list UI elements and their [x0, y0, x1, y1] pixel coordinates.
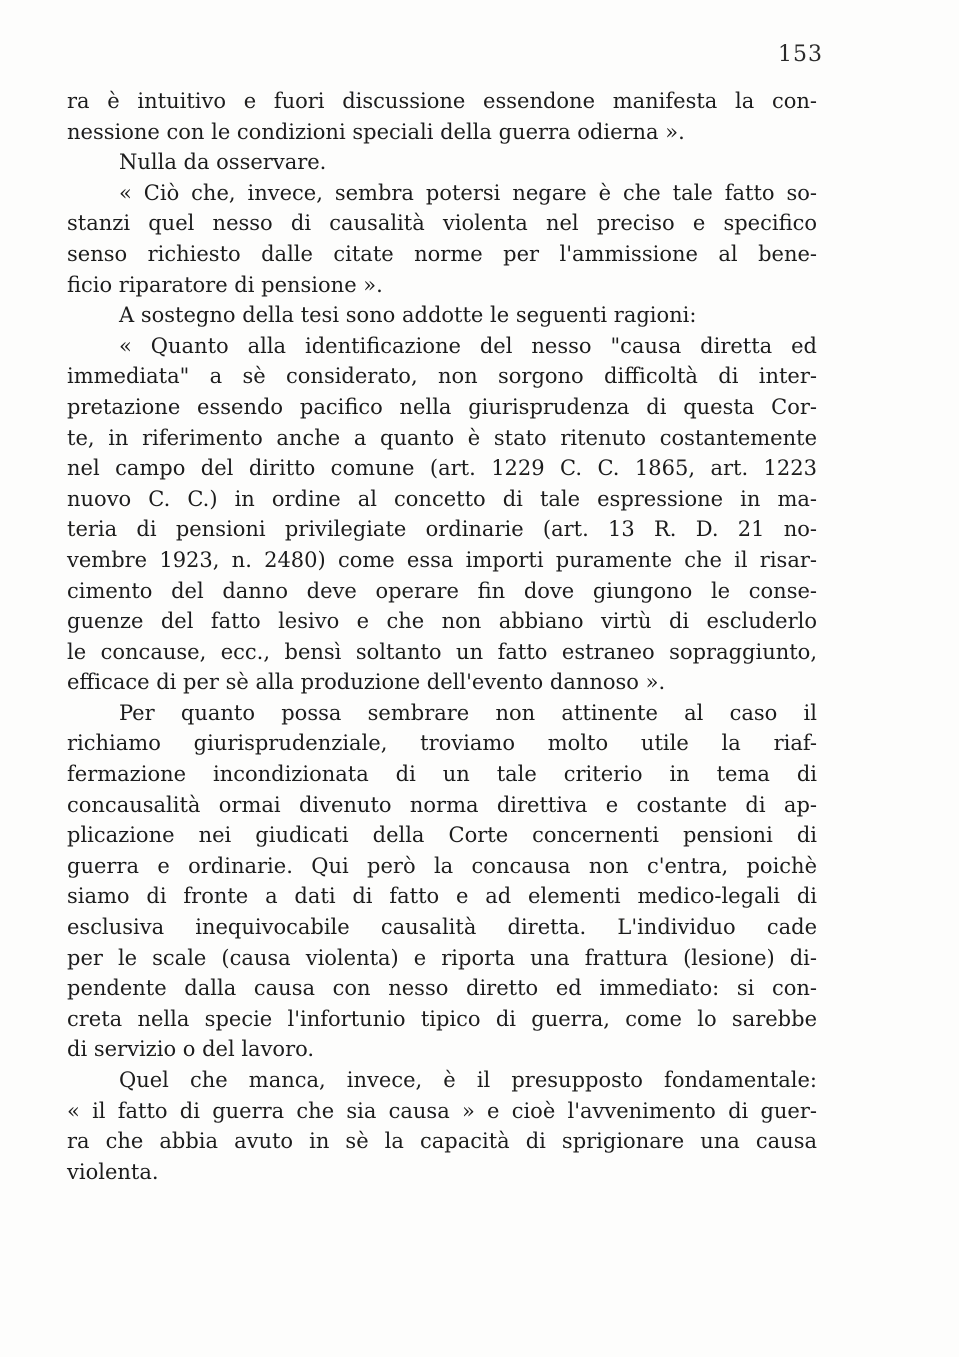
text-line: ra che abbia avuto in sè la capacità di sprigionare una causa — [67, 1129, 817, 1154]
text-line: pretazione essendo pacifico nella giurisprudenza di questa Cor- — [67, 394, 817, 419]
text-line: guenze del fatto lesivo e che non abbiano virtù di escluderlo — [67, 609, 817, 634]
text-line: stanzi quel nesso di causalità violenta nel preciso e specifico — [67, 211, 817, 236]
page-number: 153 — [778, 42, 823, 67]
text-line: « Quanto alla identificazione del nesso "causa diretta ed — [119, 333, 817, 358]
text-line: te, in riferimento anche a quanto è stato ritenuto costantemente — [67, 425, 817, 450]
text-line: nuovo C. C.) in ordine al concetto di tale espressione in ma- — [67, 486, 817, 511]
text-line: plicazione nei giudicati della Corte concernenti pensioni di — [67, 823, 817, 848]
text-line: ra è intuitivo e fuori discussione essendone manifesta la con- — [67, 89, 817, 113]
text-line: esclusiva inequivocabile causalità diretta. L'individuo cade — [67, 915, 817, 940]
text-line: cimento del danno deve operare fin dove giungono le conse- — [67, 578, 817, 603]
body-text — [67, 86, 817, 1187]
text-line: « Ciò che, invece, sembra potersi negare è che tale fatto so- — [119, 180, 817, 205]
text-line: richiamo giurisprudenziale, troviamo molto utile la riaf- — [67, 731, 817, 756]
text-line: violenta. — [67, 1159, 159, 1184]
text-line: nel campo del diritto comune (art. 1229 C. C. 1865, art. 1223 — [67, 456, 817, 481]
text-line: pendente dalla causa con nesso diretto ed immediato: si con- — [67, 976, 817, 1001]
text-line: di servizio o del lavoro. — [67, 1037, 315, 1062]
text-line: creta nella specie l'infortunio tipico di guerra, come lo sarebbe — [67, 1006, 817, 1031]
text-line: « il fatto di guerra che sia causa » e cioè l'avvenimento di guer- — [67, 1098, 817, 1123]
text-line: siamo di fronte a dati di fatto e ad elementi medico-legali di — [67, 884, 817, 909]
text-line: immediata" a sè considerato, non sorgono difficoltà di inter- — [67, 364, 817, 389]
text-line: senso richiesto dalle citate norme per l'ammissione al bene- — [67, 241, 817, 266]
text-line: efficace di per sè alla produzione dell'evento dannoso ». — [67, 670, 666, 695]
text-line: per le scale (causa violenta) e riporta una frattura (lesione) di- — [67, 945, 817, 970]
text-line: A sostegno della tesi sono addotte le seguenti ragioni: — [119, 303, 697, 328]
text-line: concausalità ormai divenuto norma direttiva e costante di ap- — [67, 792, 817, 817]
text-line: Per quanto possa sembrare non attinente al caso il — [119, 700, 817, 725]
text-line: nessione con le condizioni speciali della guerra odierna ». — [67, 119, 685, 144]
text-line: Quel che manca, invece, è il presupposto fondamentale: — [119, 1068, 817, 1092]
text-line: fermazione incondizionata di un tale criterio in tema di — [67, 762, 817, 787]
text-line: vembre 1923, n. 2480) come essa importi puramente che il risar- — [67, 547, 817, 572]
text-line: ficio riparatore di pensione ». — [67, 272, 383, 297]
text-line: Nulla da osservare. — [119, 150, 327, 175]
text-line: teria di pensioni privilegiate ordinarie (art. 13 R. D. 21 no- — [67, 517, 817, 542]
text-line: le concause, ecc., bensì soltanto un fatto estraneo sopraggiunto, — [67, 639, 817, 664]
text-line: guerra e ordinarie. Qui però la concausa non c'entra, poichè — [67, 853, 817, 878]
